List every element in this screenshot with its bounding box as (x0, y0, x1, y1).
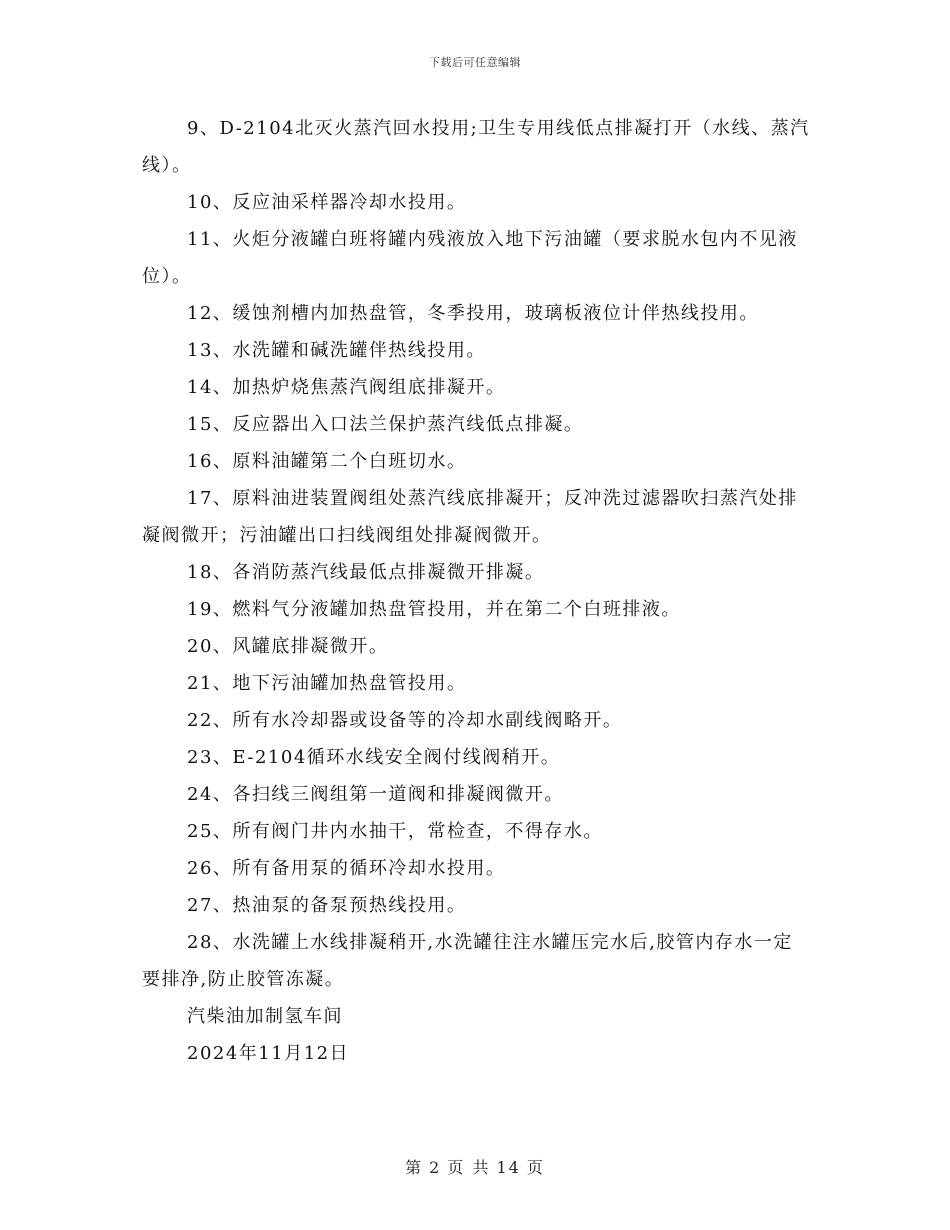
paragraph-item-18: 18、各消防蒸汽线最低点排凝微开排凝。 (187, 562, 545, 583)
paragraph-item-23: 23、E-2104循环水线安全阀付线阀稍开。 (187, 747, 561, 768)
paragraph-item-26: 26、所有备用泵的循环冷却水投用。 (187, 858, 506, 879)
paragraph-item-19: 19、燃料气分液罐加热盘管投用，并在第二个白班排液。 (187, 599, 681, 620)
paragraph-item-16: 16、原料油罐第二个白班切水。 (187, 451, 467, 472)
footer-current-page: 2 (429, 1158, 442, 1177)
paragraph-item-17: 17、原料油进装置阀组处蒸汽线底排凝开；反冲洗过滤器吹扫蒸汽处排凝阀微开；污油罐出口扫线阀组处排凝阀微开。 (142, 488, 798, 546)
paragraph-item-22: 22、所有水冷却器或设备等的冷却水副线阀略开。 (187, 710, 623, 731)
paragraph-item-28: 28、水洗罐上水线排凝稍开,水洗罐往注水罐压完水后,胶管内存水一定要排净,防止胶管冻凝。 (142, 932, 793, 990)
page-footer (0, 1155, 950, 1178)
paragraph-item-11: 11、火炬分液罐白班将罐内残液放入地下污油罐（要求脱水包内不见液位）。 (142, 229, 798, 287)
paragraph-item-24: 24、各扫线三阀组第一道阀和排凝阀微开。 (187, 784, 564, 805)
paragraph-item-20: 20、风罐底排凝微开。 (187, 636, 389, 657)
page-header-note: 下载后可任意编辑 (429, 56, 521, 69)
paragraph-item-27: 27、热油泵的备泵预热线投用。 (187, 895, 467, 916)
footer-middle: 页 共 (447, 1158, 491, 1177)
paragraph-item-14: 14、加热炉烧焦蒸汽阀组底排凝开。 (187, 377, 506, 398)
paragraph-item-12: 12、缓蚀剂槽内加热盘管，冬季投用，玻璃板液位计伴热线投用。 (187, 303, 759, 324)
paragraph-item-25: 25、所有阀门井内水抽干，常检查，不得存水。 (187, 821, 603, 842)
signature-department: 汽柴油加制氢车间 (187, 1006, 343, 1027)
paragraph-item-10: 10、反应油采样器冷却水投用。 (187, 192, 467, 213)
footer-prefix: 第 (405, 1158, 424, 1177)
document-body (142, 110, 812, 1072)
footer-total-pages: 14 (496, 1158, 521, 1177)
paragraph-item-15: 15、反应器出入口法兰保护蒸汽线低点排凝。 (187, 414, 584, 435)
paragraph-item-9: 9、D-2104北灭火蒸汽回水投用;卫生专用线低点排凝打开（水线、蒸汽线）。 (142, 118, 810, 176)
paragraph-item-21: 21、地下污油罐加热盘管投用。 (187, 673, 467, 694)
paragraph-item-13: 13、水洗罐和碱洗罐伴热线投用。 (187, 340, 486, 361)
footer-suffix: 页 (526, 1158, 545, 1177)
signature-date: 2024年11月12日 (187, 1043, 350, 1064)
